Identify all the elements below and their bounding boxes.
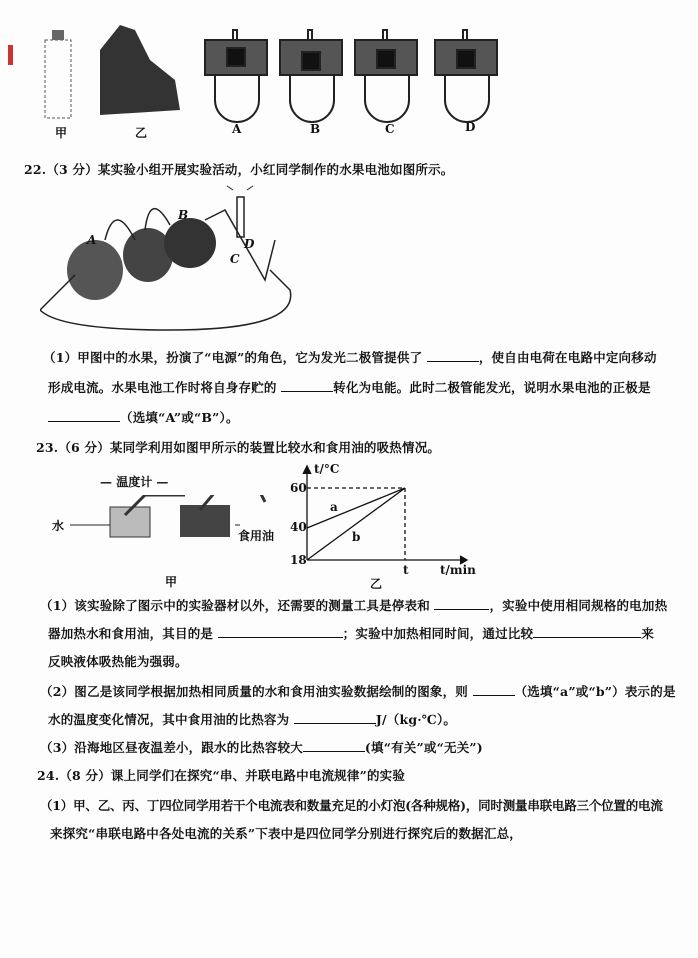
fig-label-a: A <box>232 122 242 136</box>
fruit-battery-figure <box>40 185 340 335</box>
q22-heading: 22.（3 分）某实验小组开展实验活动，小红同学制作的水果电池如图所示。 <box>24 162 454 177</box>
text: (填“有关”或“无关”) <box>364 740 483 755</box>
text: 形成电流。水果电池工作时将自身存贮的 <box>48 380 277 395</box>
text: （3）沿海地区昼夜温差小，跟水的比热容较大 <box>40 740 303 755</box>
line-b <box>307 488 405 560</box>
line-b-label: b <box>352 530 361 544</box>
answer-blank-7[interactable] <box>473 683 515 696</box>
q23-heading: 23.（6 分）某同学利用如图甲所示的装置比较水和食用油的吸热情况。 <box>36 440 441 455</box>
answer-blank-4[interactable] <box>434 597 489 610</box>
text: （选填“a”或“b”）表示的是 <box>514 684 676 699</box>
q22-line2 <box>48 378 651 396</box>
fig-yi-caption: 乙 <box>370 577 383 591</box>
text: 温度计 <box>116 475 153 489</box>
fig-label-b: B <box>310 122 321 136</box>
answer-blank-3[interactable] <box>48 409 120 422</box>
fig-label-c: C <box>385 122 395 136</box>
fig-label-d: D <box>465 120 476 134</box>
top-figures <box>0 0 698 140</box>
text: 器加热水和食用油，其目的是 <box>48 626 214 641</box>
answer-blank-9[interactable] <box>303 739 365 752</box>
q23-s1-line2 <box>48 624 654 642</box>
fig-label-yi: 乙 <box>135 126 148 140</box>
q23-s2-line1 <box>40 682 676 700</box>
fig-label-jia: 甲 <box>55 126 68 140</box>
q23-s2-line2 <box>48 710 456 728</box>
q22-line1 <box>43 348 657 366</box>
x-axis-label: t/min <box>440 563 476 577</box>
text: （2）图乙是该同学根据加热相同质量的水和食用油实验数据绘制的图象，则 <box>40 684 468 699</box>
label-d: D <box>244 237 255 251</box>
q24-p1-line1: （1）甲、乙、丙、丁四位同学用若干个电流表和数量充足的小灯泡(各种规格)，同时测量串联电路三个位置的电流 <box>40 798 663 813</box>
text: J/（kg·℃）。 <box>375 712 457 727</box>
label-c: C <box>230 252 240 266</box>
text: 来 <box>641 626 654 641</box>
answer-blank-8[interactable] <box>294 711 376 724</box>
thermometer-label: — 温度计 — <box>100 475 169 489</box>
q24-heading: 24.（8 分）课上同学们在探究“串、并联电路中电流规律”的实验 <box>37 768 406 783</box>
ytick-40: 40 <box>290 520 307 534</box>
text: （1）甲图中的水果，扮演了“电源”的角色，它为发光二极管提供了 <box>43 350 423 365</box>
fig-jia-caption: 甲 <box>165 575 178 589</box>
answer-blank-1[interactable] <box>427 349 479 362</box>
label-b: B <box>178 208 189 222</box>
y-axis-label: t/°C <box>314 462 340 476</box>
water-label: 水 <box>52 519 65 533</box>
ytick-18: 18 <box>290 553 307 567</box>
text: ，实验中使用相同规格的电加热 <box>489 598 668 613</box>
answer-blank-2[interactable] <box>281 379 333 392</box>
answer-blank-6[interactable] <box>533 625 641 638</box>
q23-s1-line3: 反映液体吸热能为强弱。 <box>48 654 188 669</box>
oil-label: 食用油 <box>238 529 275 543</box>
q24-p1-line2: 来探究“串联电路中各处电流的关系”下表中是四位同学分别进行探究后的数据汇总， <box>50 826 522 841</box>
text: ；实验中加热相同时间，通过比较 <box>342 626 534 641</box>
text: 转化为电能。此时二极管能发光，说明水果电池的正极是 <box>333 380 651 395</box>
line-a-label: a <box>330 500 338 514</box>
q22-line3 <box>48 408 239 426</box>
text: 水的温度变化情况，其中食用油的比热容为 <box>48 712 290 727</box>
text: （1）该实验除了图示中的实验器材以外，还需要的测量工具是停表和 <box>40 598 430 613</box>
text: ，使自由电荷在电路中定向移动 <box>478 350 657 365</box>
answer-blank-5[interactable] <box>218 625 343 638</box>
xtick-t: t <box>403 563 409 577</box>
line-a <box>307 488 405 528</box>
ytick-60: 60 <box>290 481 307 495</box>
text: （选填“A”或“B”）。 <box>120 410 239 425</box>
q23-s3-line <box>40 738 483 756</box>
q23-s1-line1 <box>40 596 667 614</box>
label-a: A <box>87 233 97 247</box>
